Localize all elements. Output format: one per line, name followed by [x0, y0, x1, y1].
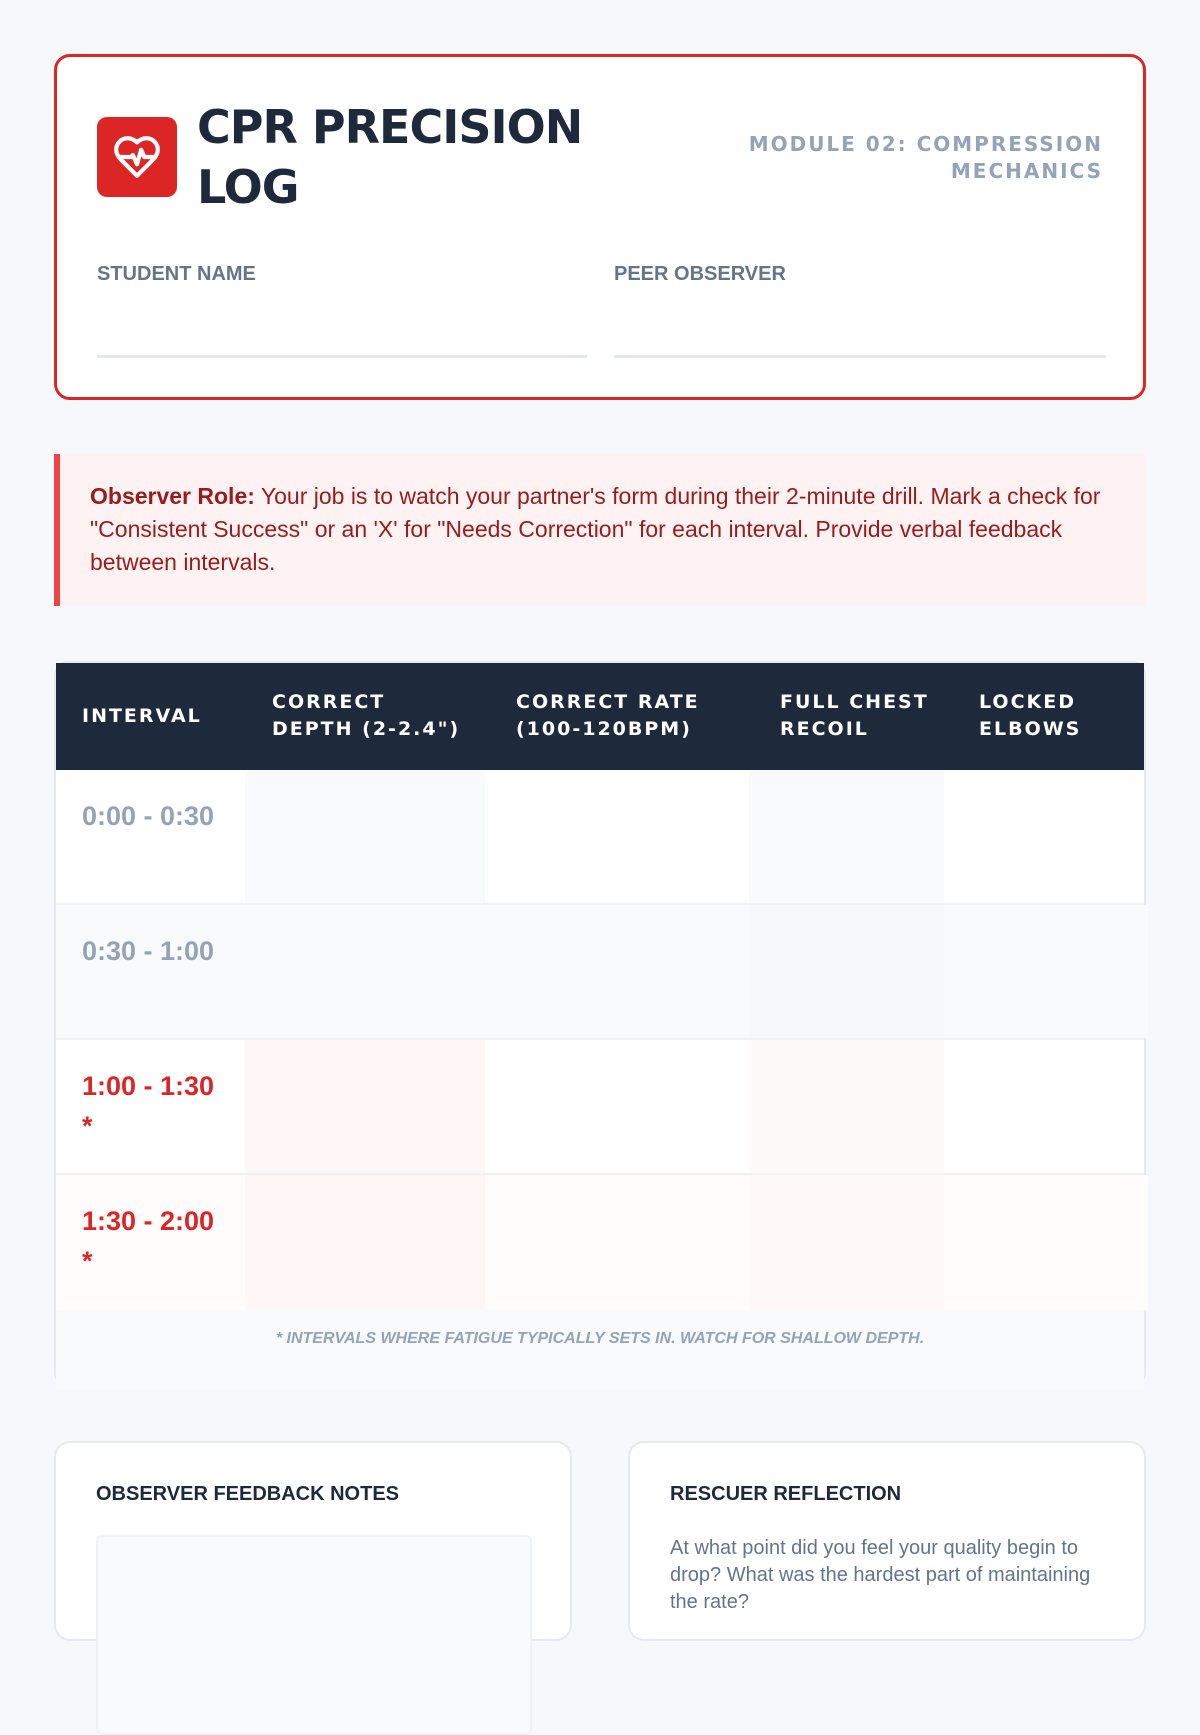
- interval-label: 1:00 - 1:30 *: [82, 1071, 215, 1141]
- elbows-check-cell[interactable]: [944, 1040, 1148, 1173]
- student-name-label: STUDENT NAME: [97, 263, 256, 285]
- rate-check-cell[interactable]: [485, 770, 749, 903]
- observer-feedback-card: [54, 1441, 572, 1641]
- peer-observer-label: PEER OBSERVER: [614, 263, 786, 285]
- rate-check-cell[interactable]: [485, 1040, 749, 1173]
- peer-observer-field[interactable]: [614, 355, 1106, 358]
- depth-check-cell[interactable]: [245, 770, 485, 903]
- reflection-title: RESCUER REFLECTION: [670, 1483, 902, 1505]
- recoil-check-cell[interactable]: [749, 1040, 944, 1173]
- depth-check-cell[interactable]: [245, 1175, 485, 1310]
- observer-role-callout: [54, 454, 1146, 606]
- fatigue-footnote: * INTERVALS WHERE FATIGUE TYPICALLY SETS IN. WATCH FOR SHALLOW DEPTH.: [275, 1330, 925, 1347]
- header-card: [54, 54, 1146, 400]
- table-row: [56, 1175, 1144, 1310]
- column-header-rate: CORRECT RATE (100-120BPM): [516, 691, 700, 740]
- interval-table: [54, 661, 1146, 1387]
- interval-label: 1:30 - 2:00 *: [82, 1206, 215, 1276]
- recoil-check-cell[interactable]: [749, 905, 944, 1038]
- reflection-prompt: At what point did you feel your quality begin to drop? What was the hardest part of maintaining the rate?: [670, 1537, 1091, 1613]
- rescuer-reflection-card: [628, 1441, 1146, 1641]
- interval-label: 0:00 - 0:30: [82, 801, 215, 831]
- table-row: [56, 1040, 1144, 1175]
- feedback-title: OBSERVER FEEDBACK NOTES: [96, 1483, 400, 1505]
- recoil-check-cell[interactable]: [749, 1175, 944, 1310]
- elbows-check-cell[interactable]: [944, 770, 1148, 903]
- rate-check-cell[interactable]: [485, 1175, 749, 1310]
- table-header: [56, 663, 1144, 770]
- table-row: [56, 905, 1144, 1040]
- depth-check-cell[interactable]: [245, 1040, 485, 1173]
- page-title: CPR PRECISION LOG: [197, 100, 583, 214]
- column-header-recoil: FULL CHEST RECOIL: [780, 691, 929, 740]
- column-header-interval: INTERVAL: [82, 705, 202, 727]
- column-header-elbows: LOCKED ELBOWS: [979, 691, 1082, 740]
- depth-check-cell[interactable]: [245, 905, 485, 1038]
- table-footer: [56, 1310, 1144, 1389]
- module-label: MODULE 02: COMPRESSION MECHANICS: [748, 132, 1103, 183]
- elbows-check-cell[interactable]: [944, 905, 1148, 1038]
- elbows-check-cell[interactable]: [944, 1175, 1148, 1310]
- rate-check-cell[interactable]: [485, 905, 749, 1038]
- interval-label: 0:30 - 1:00: [82, 936, 215, 966]
- callout-lead: Observer Role:: [90, 483, 255, 509]
- column-header-depth: CORRECT DEPTH (2-2.4"): [272, 691, 461, 740]
- callout-text: Your job is to watch your partner's form during their 2-minute drill. Mark a check for "Consistent Success" or an 'X' for "Needs Correction" for each interval. Provide verbal feedback between intervals.: [90, 483, 1101, 575]
- heart-pulse-icon: [97, 117, 177, 197]
- student-name-field[interactable]: [97, 355, 587, 358]
- feedback-notes-input[interactable]: [96, 1535, 532, 1735]
- table-row: [56, 770, 1144, 905]
- recoil-check-cell[interactable]: [749, 770, 944, 903]
